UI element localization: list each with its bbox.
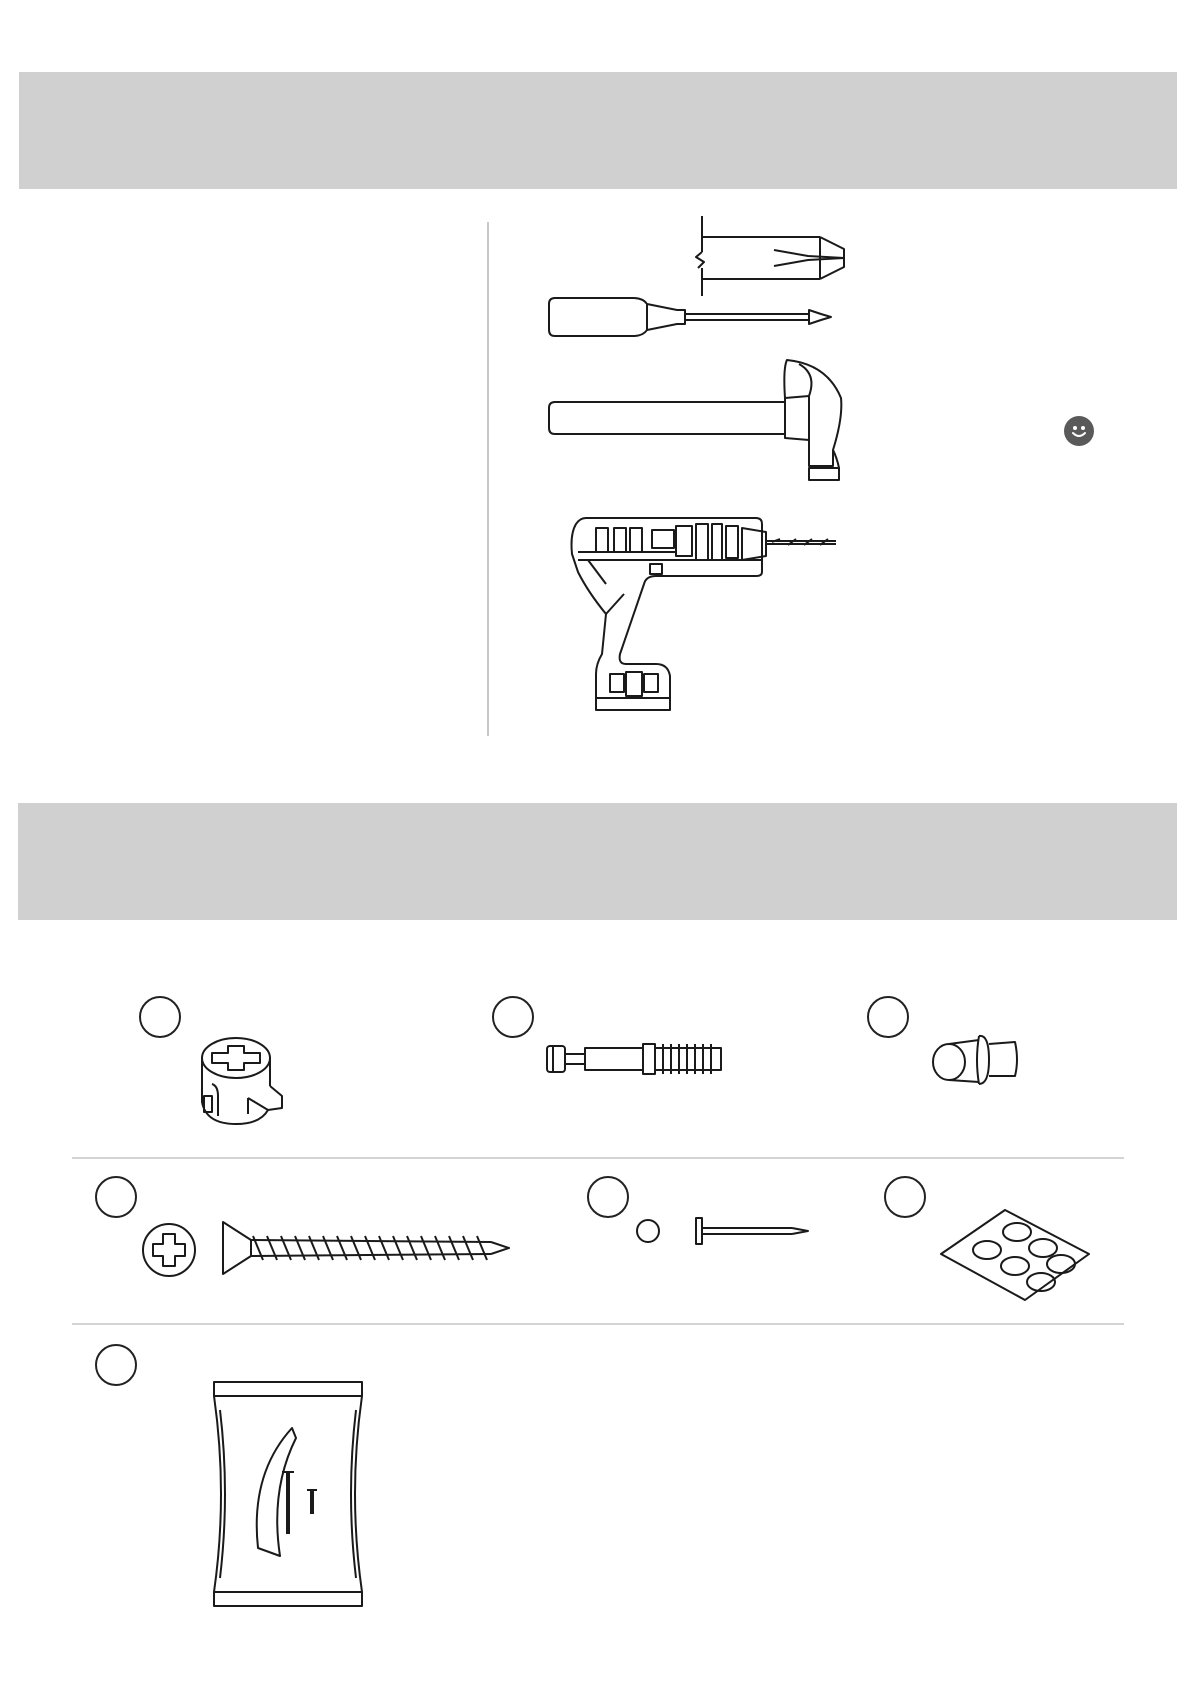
claw-hammer-icon	[547, 358, 847, 484]
part-badge	[95, 1344, 137, 1386]
phillips-screwdriver-icon	[547, 296, 837, 338]
part-badge	[867, 996, 909, 1038]
screwdriver-tip-icon	[690, 216, 850, 298]
tools-section-header	[19, 72, 1177, 189]
anti-tip-kit-bag-icon	[210, 1380, 370, 1608]
power-drill-icon	[566, 514, 840, 720]
hardware-section-header	[18, 803, 1177, 920]
part-badge	[587, 1176, 629, 1218]
part-badge	[139, 996, 181, 1038]
wood-screw-icon	[141, 1218, 513, 1290]
part-badge	[95, 1176, 137, 1218]
hardware-row-divider	[72, 1157, 1124, 1159]
part-badge	[492, 996, 534, 1038]
cam-bolt-icon	[545, 1040, 725, 1078]
cam-lock-icon	[198, 1036, 284, 1128]
smiley-icon	[1064, 416, 1094, 446]
nail-icon	[636, 1216, 812, 1250]
part-badge	[884, 1176, 926, 1218]
hardware-row-divider	[72, 1323, 1124, 1325]
felt-pads-sheet-icon	[937, 1208, 1093, 1304]
tools-vertical-divider	[487, 222, 489, 736]
shelf-support-peg-icon	[931, 1032, 1021, 1086]
